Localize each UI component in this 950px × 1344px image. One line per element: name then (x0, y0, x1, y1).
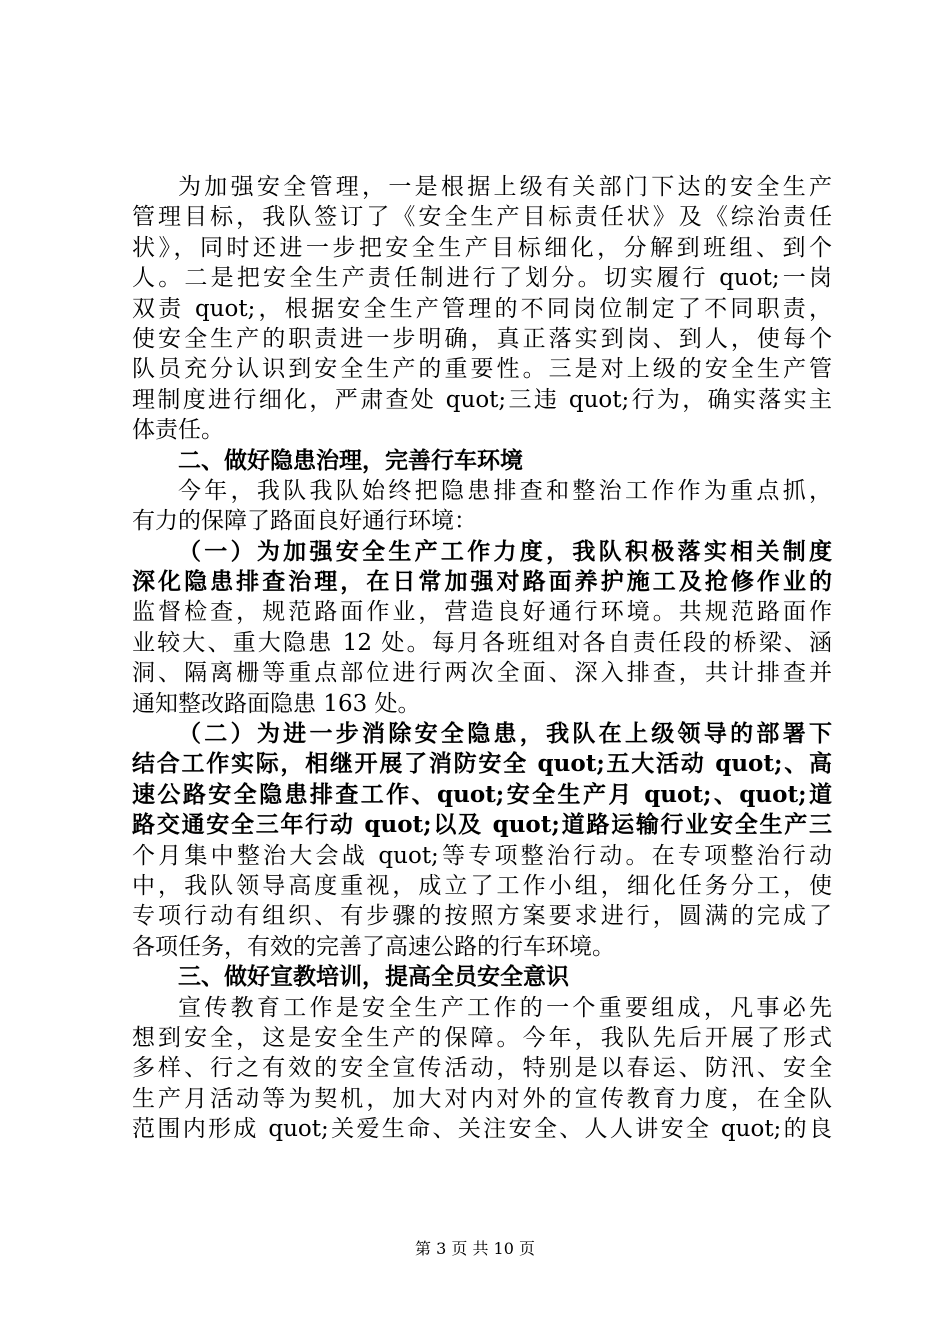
text-line: 生产月活动等为契机，加大对内对外的宣传教育力度，在全队 (132, 1085, 832, 1112)
text-line: 通知整改路面隐患 163 处。 (132, 690, 421, 717)
bold-text-line: 路交通安全三年行动 quot;以及 quot;道路运输行业安全生产三 (132, 811, 832, 839)
text-line: 使安全生产的职责进一步明确，真正落实到岗、到人，使每个 (132, 325, 832, 352)
page-number-footer: 第 3 页 共 10 页 (415, 1239, 535, 1258)
text-line: 为加强安全管理，一是根据上级有关部门下达的安全生产 (178, 174, 832, 200)
bold-text-line: 深化隐患排查治理，在日常加强对路面养护施工及抢修作业的 (132, 568, 832, 596)
text-line: 各项任务，有效的完善了高速公路的行车环境。 (132, 933, 615, 960)
text-line: 范围内形成 quot;关爱生命、关注安全、人人讲安全 quot;的良 (132, 1116, 832, 1143)
text-line: 业较大、重大隐患 12 处。每月各班组对各自责任段的桥梁、涵 (132, 629, 832, 656)
text-line: 监督检查，规范路面作业，营造良好通行环境。共规范路面作 (132, 599, 832, 626)
text-line: 想到安全，这是安全生产的保障。今年，我队先后开展了形式 (132, 1024, 832, 1051)
text-line: 洞、隔离栅等重点部位进行两次全面、深入排查，共计排查并 (132, 660, 832, 687)
text-line: 管理目标，我队签订了《安全生产目标责任状》及《综治责任 (132, 204, 832, 231)
text-line: 中，我队领导高度重视，成立了工作小组，细化任务分工，使 (132, 872, 832, 899)
text-line: 体责任。 (132, 417, 224, 444)
text-line: 理制度进行细化，严肃查处 quot;三违 quot;行为，确实落实主 (132, 386, 832, 413)
text-line: 状》，同时还进一步把安全生产目标细化，分解到班组、到个 (132, 234, 832, 261)
text-line: 多样、行之有效的安全宣传活动，特别是以春运、防汛、安全 (132, 1055, 832, 1082)
text-line: 宣传教育工作是安全生产工作的一个重要组成，凡事必先 (178, 994, 832, 1021)
text-line: 队员充分认识到安全生产的重要性。三是对上级的安全生产管 (132, 356, 832, 383)
text-line: 个月集中整治大会战 quot;等专项整治行动。在专项整治行动 (132, 842, 832, 869)
section-heading: 二、做好隐患治理，完善行车环境 (178, 446, 523, 474)
document-body (132, 172, 832, 1145)
text-line: 人。二是把安全生产责任制进行了划分。切实履行 quot;一岗 (132, 265, 832, 292)
section-heading: 三、做好宣教培训，提高全员安全意识 (178, 963, 569, 991)
text-line: 双责 quot;，根据安全生产管理的不同岗位制定了不同职责， (132, 295, 832, 322)
bold-text-line: （二）为进一步消除安全隐患，我队在上级领导的部署下 (178, 720, 832, 748)
text-line: 有力的保障了路面良好通行环境： (132, 508, 477, 535)
bold-text-line: 速公路安全隐患排查工作、quot;安全生产月 quot;、quot;道 (132, 780, 832, 808)
bold-text-line: 结合工作实际，相继开展了消防安全 quot;五大活动 quot;、高 (132, 750, 832, 778)
text-line: 专项行动有组织、有步骤的按照方案要求进行，圆满的完成了 (132, 903, 832, 930)
bold-text-line: （一）为加强安全生产工作力度，我队积极落实相关制度 (178, 537, 832, 565)
text-line: 今年，我队我队始终把隐患排查和整治工作作为重点抓， (178, 477, 832, 504)
